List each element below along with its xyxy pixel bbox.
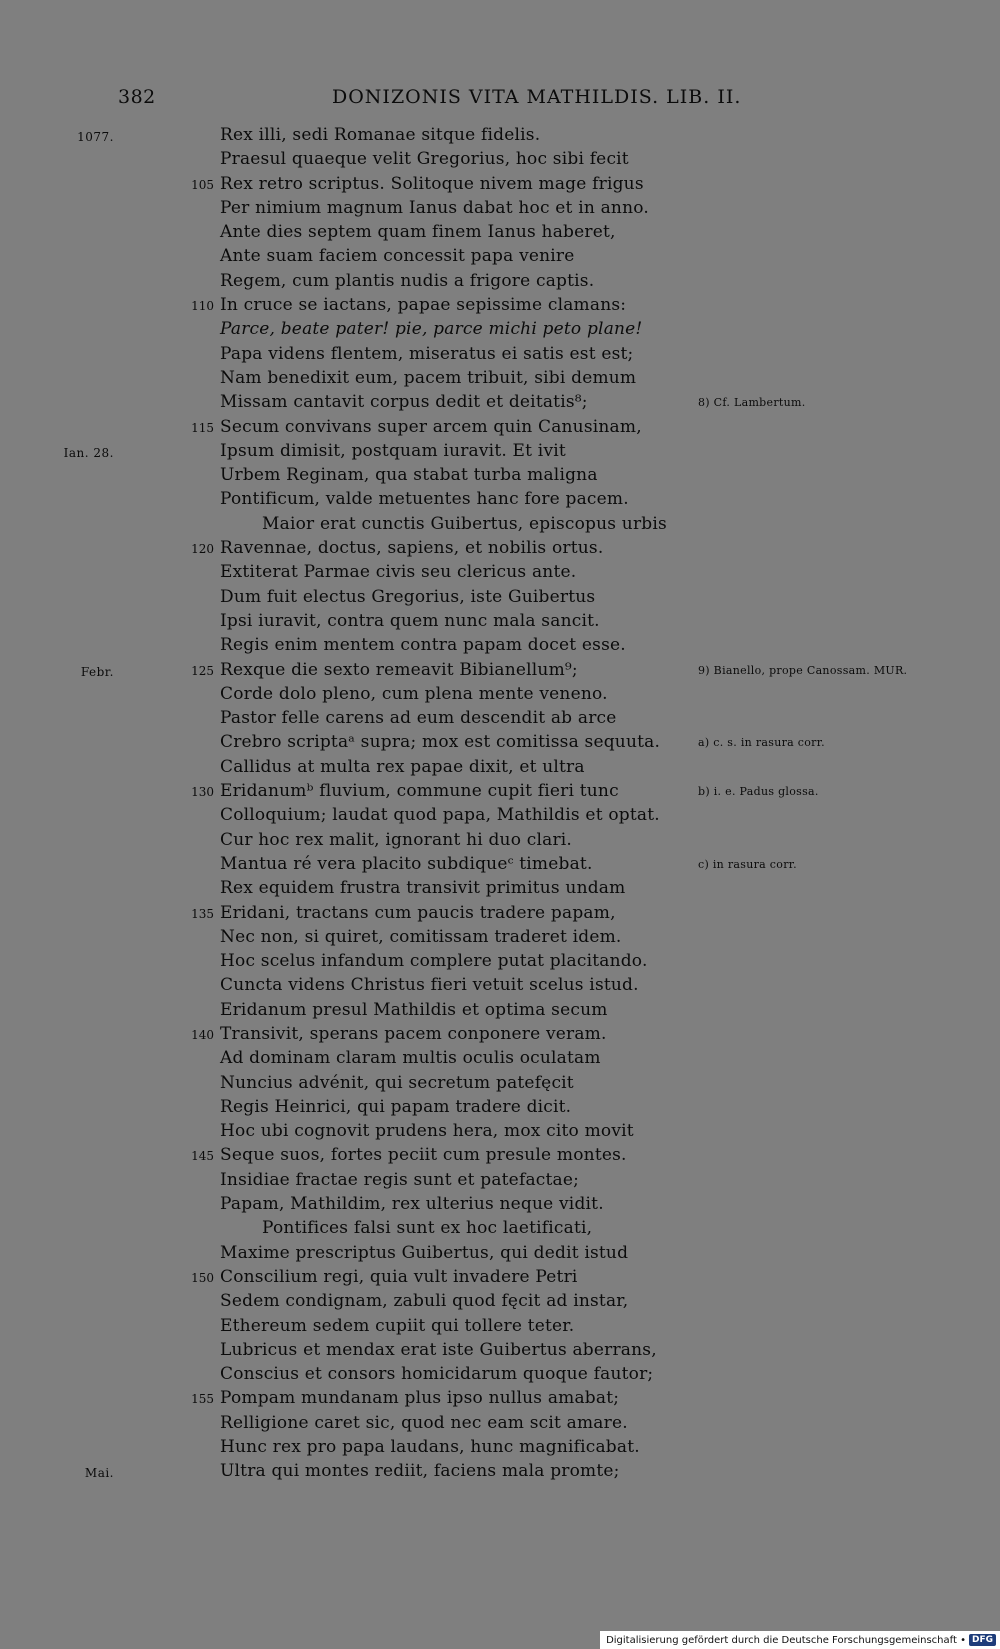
verse-text: Eridanum presul Mathildis et optima secum	[220, 999, 608, 1020]
verse-line	[0, 587, 1000, 611]
verse-text: Pastor felle carens ad eum descendit ab arce	[220, 708, 617, 729]
page-title: DONIZONIS VITA MATHILDIS. LIB. II.	[332, 86, 742, 108]
verse-text: Papa videns flentem, miseratus ei satis est est;	[220, 343, 634, 364]
verse-line	[0, 562, 1000, 586]
margin-date: Ian. 28.	[63, 445, 114, 460]
line-number: 135	[191, 906, 214, 921]
verse-text: Colloquium; laudat quod papa, Mathildis et optat.	[220, 805, 660, 826]
verse-line	[0, 757, 1000, 781]
verse-text: Regis Heinrici, qui papam tradere dicit.	[220, 1096, 572, 1117]
verse-line	[0, 1194, 1000, 1218]
verse-text: Rex retro scriptus. Solitoque nivem mage frigus	[220, 173, 644, 194]
verse-text: In cruce se iactans, papae sepissime clamans:	[220, 295, 627, 316]
verse-text: Papam, Mathildim, rex ulterius neque vidit.	[220, 1194, 604, 1215]
margin-date: 1077.	[77, 130, 114, 144]
margin-date: Mai.	[84, 1466, 114, 1481]
verse-line	[0, 805, 1000, 829]
verse-text: Ethereum sedem cupiit qui tollere teter.	[220, 1315, 575, 1336]
verse-line	[0, 319, 1000, 343]
verse-line	[0, 951, 1000, 975]
verse-text: Lubricus et mendax erat iste Guibertus aberrans,	[220, 1339, 657, 1360]
verse-text: Praesul quaeque velit Gregorius, hoc sibi fecit	[220, 149, 629, 170]
verse-text: Urbem Reginam, qua stabat turba maligna	[220, 465, 598, 486]
dfg-logo-icon: DFG	[969, 1634, 996, 1646]
verse-text: Hoc scelus infandum complere putat placitando.	[220, 951, 648, 972]
verse-text: Regem, cum plantis nudis a frigore captis.	[220, 270, 595, 291]
verse-text: Dum fuit electus Gregorius, iste Guibertus	[220, 586, 596, 607]
verse-text: Extiterat Parmae civis seu clericus ante.	[220, 562, 577, 583]
verse-text: Nam benedixit eum, pacem tribuit, sibi demum	[220, 367, 637, 388]
verse-line	[0, 1461, 1000, 1485]
margin-date: Febr.	[80, 664, 114, 679]
verse-line	[0, 1388, 1000, 1412]
line-number: 145	[191, 1149, 214, 1164]
verse-line	[0, 174, 1000, 198]
verse-line	[0, 1413, 1000, 1437]
verse-line	[0, 1267, 1000, 1291]
verse-text: Conscilium regi, quia vult invadere Petri	[220, 1266, 578, 1287]
verse-text: Secum convivans super arcem quin Canusinam,	[220, 416, 642, 437]
verse-line	[0, 684, 1000, 708]
verse-text: Maxime prescriptus Guibertus, qui dedit istud	[220, 1242, 629, 1263]
verse-text: Relligione caret sic, quod nec eam scit amare.	[220, 1412, 628, 1433]
verse-text: Rex equidem frustra transivit primitus undam	[220, 878, 626, 899]
verse-line	[0, 1340, 1000, 1364]
page-number: 382	[118, 86, 156, 108]
footnote: 8) Cf. Lambertum.	[698, 396, 806, 410]
verse-line	[0, 489, 1000, 513]
verse-text: Sedem condignam, zabuli quod fęcit ad instar,	[220, 1291, 629, 1312]
verse-text: Cur hoc rex malit, ignorant hi duo clari.	[220, 829, 573, 850]
verse-text: Eridani, tractans cum paucis tradere papam,	[220, 902, 616, 923]
verse-text: Conscius et consors homicidarum quoque fautor;	[220, 1364, 654, 1385]
verse-line	[0, 708, 1000, 732]
verse-line	[0, 927, 1000, 951]
line-number: 130	[191, 785, 214, 800]
verse-text: Pompam mundanam plus ipso nullus amabat;	[220, 1388, 620, 1409]
verse-line	[0, 660, 1000, 684]
verse-line	[0, 854, 1000, 878]
verse-line	[0, 441, 1000, 465]
verse-text: Nuncius advénit, qui secretum patefęcit	[220, 1072, 574, 1093]
verse-text: Ipsi iuravit, contra quem nunc mala sancit.	[220, 610, 600, 631]
verse-line	[0, 295, 1000, 319]
verse-text: Per nimium magnum Ianus dabat hoc et in anno.	[220, 197, 649, 218]
verse-text: Ante suam faciem concessit papa venire	[220, 246, 575, 267]
verse-line	[0, 611, 1000, 635]
verse-text: Corde dolo pleno, cum plena mente veneno.	[220, 683, 608, 704]
verse-line	[0, 975, 1000, 999]
line-number: 140	[191, 1027, 214, 1042]
verse-text: Insidiae fractae regis sunt et patefactae;	[220, 1169, 580, 1190]
footnote: 9) Bianello, prope Canossam. MUR.	[698, 663, 908, 677]
verse-text-body	[0, 125, 1000, 1486]
verse-line	[0, 1073, 1000, 1097]
verse-line	[0, 830, 1000, 854]
verse-line	[0, 1243, 1000, 1267]
verse-text: Regis enim mentem contra papam docet esse.	[220, 635, 626, 656]
verse-text: Crebro scriptaᵃ supra; mox est comitissa sequuta.	[220, 732, 661, 753]
line-number: 155	[191, 1392, 214, 1407]
line-number: 150	[191, 1270, 214, 1285]
verse-line	[0, 246, 1000, 270]
line-number: 115	[191, 420, 214, 435]
verse-line	[0, 1437, 1000, 1461]
verse-line	[0, 392, 1000, 416]
verse-text: Maior erat cunctis Guibertus, episcopus urbis	[262, 513, 667, 534]
line-number: 120	[191, 542, 214, 557]
verse-line	[0, 1024, 1000, 1048]
verse-text: Mantua ré vera placito subdiqueᶜ timebat.	[220, 853, 593, 874]
running-head	[0, 86, 1000, 112]
footnote: c) in rasura corr.	[698, 857, 797, 871]
verse-line	[0, 1170, 1000, 1194]
verse-line	[0, 465, 1000, 489]
verse-text: Pontifices falsi sunt ex hoc laetificati,	[262, 1218, 593, 1239]
verse-text: Ultra qui montes rediit, faciens mala promte;	[220, 1461, 620, 1482]
verse-line	[0, 1316, 1000, 1340]
verse-line	[0, 1218, 1000, 1242]
verse-line	[0, 514, 1000, 538]
verse-line	[0, 368, 1000, 392]
verse-text: Rex illi, sedi Romanae sitque fidelis.	[220, 125, 541, 145]
verse-line	[0, 222, 1000, 246]
verse-line	[0, 1291, 1000, 1315]
verse-line	[0, 198, 1000, 222]
verse-text: Ad dominam claram multis oculis oculatam	[220, 1048, 601, 1069]
verse-line	[0, 903, 1000, 927]
verse-line	[0, 1121, 1000, 1145]
verse-text: Ante dies septem quam finem Ianus haberet,	[220, 222, 616, 243]
verse-line	[0, 1097, 1000, 1121]
verse-line	[0, 149, 1000, 173]
verse-text: Hoc ubi cognovit prudens hera, mox cito movit	[220, 1121, 634, 1142]
verse-text: Pontificum, valde metuentes hanc fore pacem.	[220, 489, 629, 510]
verse-text: Nec non, si quiret, comitissam traderet idem.	[220, 926, 622, 947]
verse-line	[0, 538, 1000, 562]
verse-line	[0, 1364, 1000, 1388]
line-number: 105	[191, 177, 214, 192]
verse-line	[0, 344, 1000, 368]
verse-text: Transivit, sperans pacem conponere veram.	[220, 1023, 607, 1044]
footer-credit-text: Digitalisierung gefördert durch die Deutsche Forschungsgemeinschaft •	[606, 1634, 966, 1646]
verse-line	[0, 1048, 1000, 1072]
line-number: 125	[191, 663, 214, 678]
verse-line	[0, 125, 1000, 149]
verse-line	[0, 732, 1000, 756]
verse-line	[0, 1145, 1000, 1169]
verse-line	[0, 417, 1000, 441]
verse-line	[0, 635, 1000, 659]
verse-text: Callidus at multa rex papae dixit, et ultra	[220, 756, 585, 777]
verse-line	[0, 1000, 1000, 1024]
verse-line	[0, 271, 1000, 295]
verse-text: Rexque die sexto remeavit Bibianellum⁹;	[220, 659, 578, 680]
verse-text: Missam cantavit corpus dedit et deitatis⁸;	[220, 392, 588, 413]
verse-line	[0, 878, 1000, 902]
verse-text: Cuncta videns Christus fieri vetuit scelus istud.	[220, 975, 639, 996]
verse-text: Parce, beate pater! pie, parce michi peto plane!	[220, 319, 643, 340]
footnote: b) i. e. Padus glossa.	[698, 785, 819, 799]
verse-text: Eridanumᵇ fluvium, commune cupit fieri tunc	[220, 781, 619, 802]
verse-text: Hunc rex pro papa laudans, hunc magnificabat.	[220, 1437, 640, 1458]
verse-text: Seque suos, fortes peciit cum presule montes.	[220, 1145, 627, 1166]
verse-line	[0, 781, 1000, 805]
verse-text: Ipsum dimisit, postquam iuravit. Et ivit	[220, 440, 566, 461]
digitization-credit-footer	[600, 1631, 1000, 1649]
line-number: 110	[191, 299, 214, 314]
footnote: a) c. s. in rasura corr.	[698, 736, 825, 750]
verse-text: Ravennae, doctus, sapiens, et nobilis ortus.	[220, 538, 604, 559]
